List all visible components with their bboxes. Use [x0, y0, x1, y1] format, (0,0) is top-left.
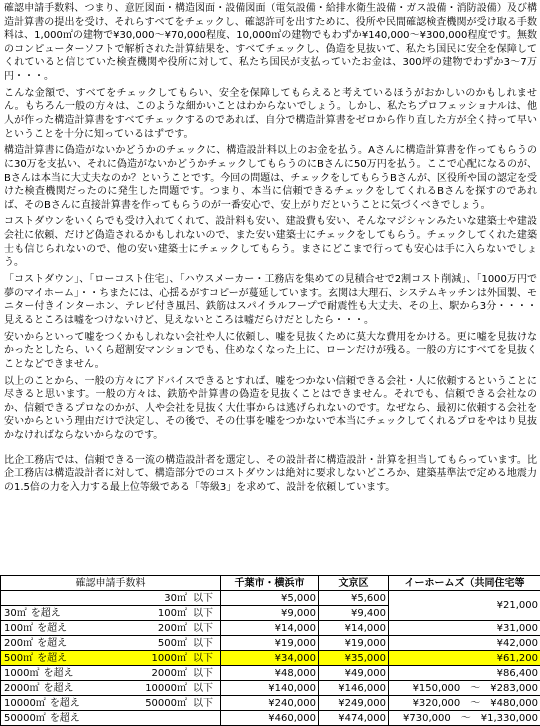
- paragraph: 構造計算書に偽造がないかどうかのチェックに、構造設計料以上のお金を払う。Aさんに構造計算書を作ってもらうのに30万を支払い、それに偽造がないかどうかチェックしてもらうのにBさんに50万円を払う。ここで心配になるのが、Bさんは本当に大丈夫なのか？ということです。今回の問題は、チェックをしてもらうBさんが、区役所や国の認定を受けた検査機関だったのに発生した問題です。つまり、本当に信頼できるチェックをしてくれるBさんを探すのであれば、そのBさんに直接計算書を作ってもらうのが一番安心で、安上がりだということに気づくべきでしょう。: [4, 144, 537, 212]
- paragraph: こんな金額で、すべてをチェックしてもらい、安全を保障してもらえると考えているほうがおかしいのかもしれません。もちろん一般の方々は、このような細かいことはわからないでしょう。しかし、私たちプロフェッショナルは、他人が作った構造計算書をすべてチェックするのであれば、自分で構造計算書をゼロから作り直した方が全く持って早いということを十分に知っているはずです。: [4, 87, 537, 141]
- table-row: [1, 696, 540, 711]
- paragraph: 比企工務店では、信頼できる一流の構造設計者を選定し、その設計者に構造設計・計算を担当してもらっています。比企工務店は構造設計者に対して、構造部分でのコストダウンは絶対に要求しないどころか、建築基準法で定める地震力の1.5倍の力を入力する最上位等級である「等級3」を求めて、設計を依頼しています。: [4, 454, 537, 495]
- range-lower: 2000㎡ を超え: [4, 682, 73, 695]
- table-row: [1, 591, 540, 606]
- fee-bunkyo: ¥474,000: [319, 711, 389, 726]
- fee-e-homes: ¥730,000 ～ ¥1,330,000: [389, 711, 540, 726]
- fee-bunkyo: ¥5,600: [319, 591, 389, 606]
- area-range-cell: [1, 636, 221, 651]
- fee-chiba-yokohama: ¥14,000: [221, 621, 319, 636]
- header-bunkyo: 文京区: [319, 576, 389, 591]
- fee-bunkyo: ¥249,000: [319, 696, 389, 711]
- range-upper: 200㎡ 以下: [158, 622, 217, 635]
- fee-chiba-yokohama: ¥48,000: [221, 666, 319, 681]
- table-row: [1, 621, 540, 636]
- range-upper: 2000㎡ 以下: [152, 667, 217, 680]
- range-lower: 1000㎡ を超え: [4, 667, 73, 680]
- table-header-row: [1, 576, 540, 591]
- range-lower: [4, 592, 8, 605]
- range-lower: 100㎡ を超え: [4, 622, 67, 635]
- range-lower: 200㎡ を超え: [4, 637, 67, 650]
- fee-chiba-yokohama: ¥140,000: [221, 681, 319, 696]
- area-range-cell: [1, 651, 221, 666]
- fee-e-homes: ¥150,000 ～ ¥283,000: [389, 681, 540, 696]
- fee-bunkyo: ¥49,000: [319, 666, 389, 681]
- paragraph: 確認申請手数料、つまり、意匠図面・構造図面・設備図面（電気設備・給排水衛生設備・ガス設備・消防設備）及び構造計算書の提出を受け、それらすべてをチェックし、確認許可を出すために、役所や民間確認検査機関が受け取る手数料は、1,000㎡の建物で¥30,000～¥70,000程度、10,000㎡の建物でもわずか¥140,000～¥300,000程度です。無数のコンピューターソフトで解析された計算結果を、すべてチェックし、偽造を見抜いて、私たち国民に安全を保障してくれていると信じていた検査機関や役所に対して、私たち国民が支払っていたお金は、300坪の建物でわずか3～7万円・・・。: [4, 2, 537, 84]
- paragraph: コストダウンをいくらでも受け入れてくれて、設計料も安い、建設費も安い、そんなマジシャンみたいな建築士や建設会社に依頼、だけど偽造されるかもしれないので、また安い建築士にチェックをしてもらう。チェックしてくれた建築士も信じられないので、他の安い建築士にチェックしてもらう。まさにどこまで行っても安心は手に入らないでしょう。: [4, 215, 537, 269]
- range-upper: 100㎡ 以下: [158, 607, 217, 620]
- header-fee-type: 確認申請手数料: [1, 576, 221, 591]
- header-e-homes: イーホームズ（共同住宅等: [389, 576, 540, 591]
- area-range-cell: [1, 711, 221, 726]
- range-upper: 30㎡ 以下: [164, 592, 217, 605]
- fee-chiba-yokohama: ¥34,000: [221, 651, 319, 666]
- fee-bunkyo: ¥14,000: [319, 621, 389, 636]
- fee-bunkyo: ¥35,000: [319, 651, 389, 666]
- fee-chiba-yokohama: ¥19,000: [221, 636, 319, 651]
- fee-chiba-yokohama: ¥240,000: [221, 696, 319, 711]
- range-upper: 50000㎡ 以下: [145, 697, 217, 710]
- range-lower: 30㎡ を超え: [4, 607, 61, 620]
- table-row: [1, 666, 540, 681]
- article-body: [4, 2, 537, 498]
- table-row: [1, 681, 540, 696]
- fee-table: [0, 575, 540, 726]
- fee-e-homes: ¥21,000: [389, 591, 540, 621]
- fee-e-homes: ¥320,000 ～ ¥480,000: [389, 696, 540, 711]
- range-lower: 500㎡ を超え: [4, 652, 67, 665]
- area-range-cell: [1, 591, 221, 606]
- fee-chiba-yokohama: ¥5,000: [221, 591, 319, 606]
- range-lower: 10000㎡ を超え: [4, 697, 80, 710]
- fee-chiba-yokohama: ¥460,000: [221, 711, 319, 726]
- range-upper: 500㎡ 以下: [158, 637, 217, 650]
- table-row: [1, 651, 540, 666]
- fee-e-homes: ¥31,000: [389, 621, 540, 636]
- range-upper: 10000㎡ 以下: [145, 682, 217, 695]
- table-row: [1, 636, 540, 651]
- header-chiba-yokohama: 千葉市・横浜市: [221, 576, 319, 591]
- fee-bunkyo: ¥19,000: [319, 636, 389, 651]
- area-range-cell: [1, 681, 221, 696]
- paragraph: 安いからといって嘘をつくかもしれない会社や人に依頼し、嘘を見抜くために莫大な費用をかける。更に嘘を見抜けなかったとしたら、いくら超割安マンションでも、住めなくなった上に、ローンだけが残る。一般の方にすべてを見抜くことなどできません。: [4, 331, 537, 372]
- range-upper: 1000㎡ 以下: [152, 652, 217, 665]
- area-range-cell: [1, 621, 221, 636]
- range-lower: 50000㎡ を超え: [4, 712, 80, 725]
- fee-bunkyo: ¥9,400: [319, 606, 389, 621]
- fee-e-homes: ¥61,200: [389, 651, 540, 666]
- range-upper: [187, 712, 217, 725]
- area-range-cell: [1, 666, 221, 681]
- fee-chiba-yokohama: ¥9,000: [221, 606, 319, 621]
- paragraph: 「コストダウン」、「ローコスト住宅」、「ハウスメーカー・工務店を集めての見積合せで2割コスト削減」、「1000万円で夢のマイホーム」・・ちまたには、心揺るがすコピーが蔓延しています。玄関は大理石、システムキッチンは外国製、モニター付きインターホン、テレビ付き風呂、鉄筋はスパイラルフープで耐震性も大丈夫、その上、駅から3分・・・・見えるところは嘘をつけないけど、見えないところは嘘だらけだとしたら・・・。: [4, 273, 537, 327]
- fee-e-homes: ¥86,400: [389, 666, 540, 681]
- area-range-cell: [1, 696, 221, 711]
- fee-bunkyo: ¥146,000: [319, 681, 389, 696]
- area-range-cell: [1, 606, 221, 621]
- fee-e-homes: ¥42,000: [389, 636, 540, 651]
- paragraph: 以上のことから、一般の方々にアドバイスできるとすれば、嘘をつかない信頼できる会社・人に依頼するということに尽きると思います。一般の方々は、鉄筋や計算書の偽造を見抜くことはできません。それでも、信頼できる会社なのか、信頼できるプロなのかが、人や会社を見抜く大仕事からは逃げられないのです。なぜなら、最初に依頼する会社を安いからという理由だけで決定し、その後で、その仕事を嘘をつかないで本当にチェックしてくれるプロをやはり見抜かなければならないからなのです。: [4, 375, 537, 443]
- table-row: [1, 711, 540, 726]
